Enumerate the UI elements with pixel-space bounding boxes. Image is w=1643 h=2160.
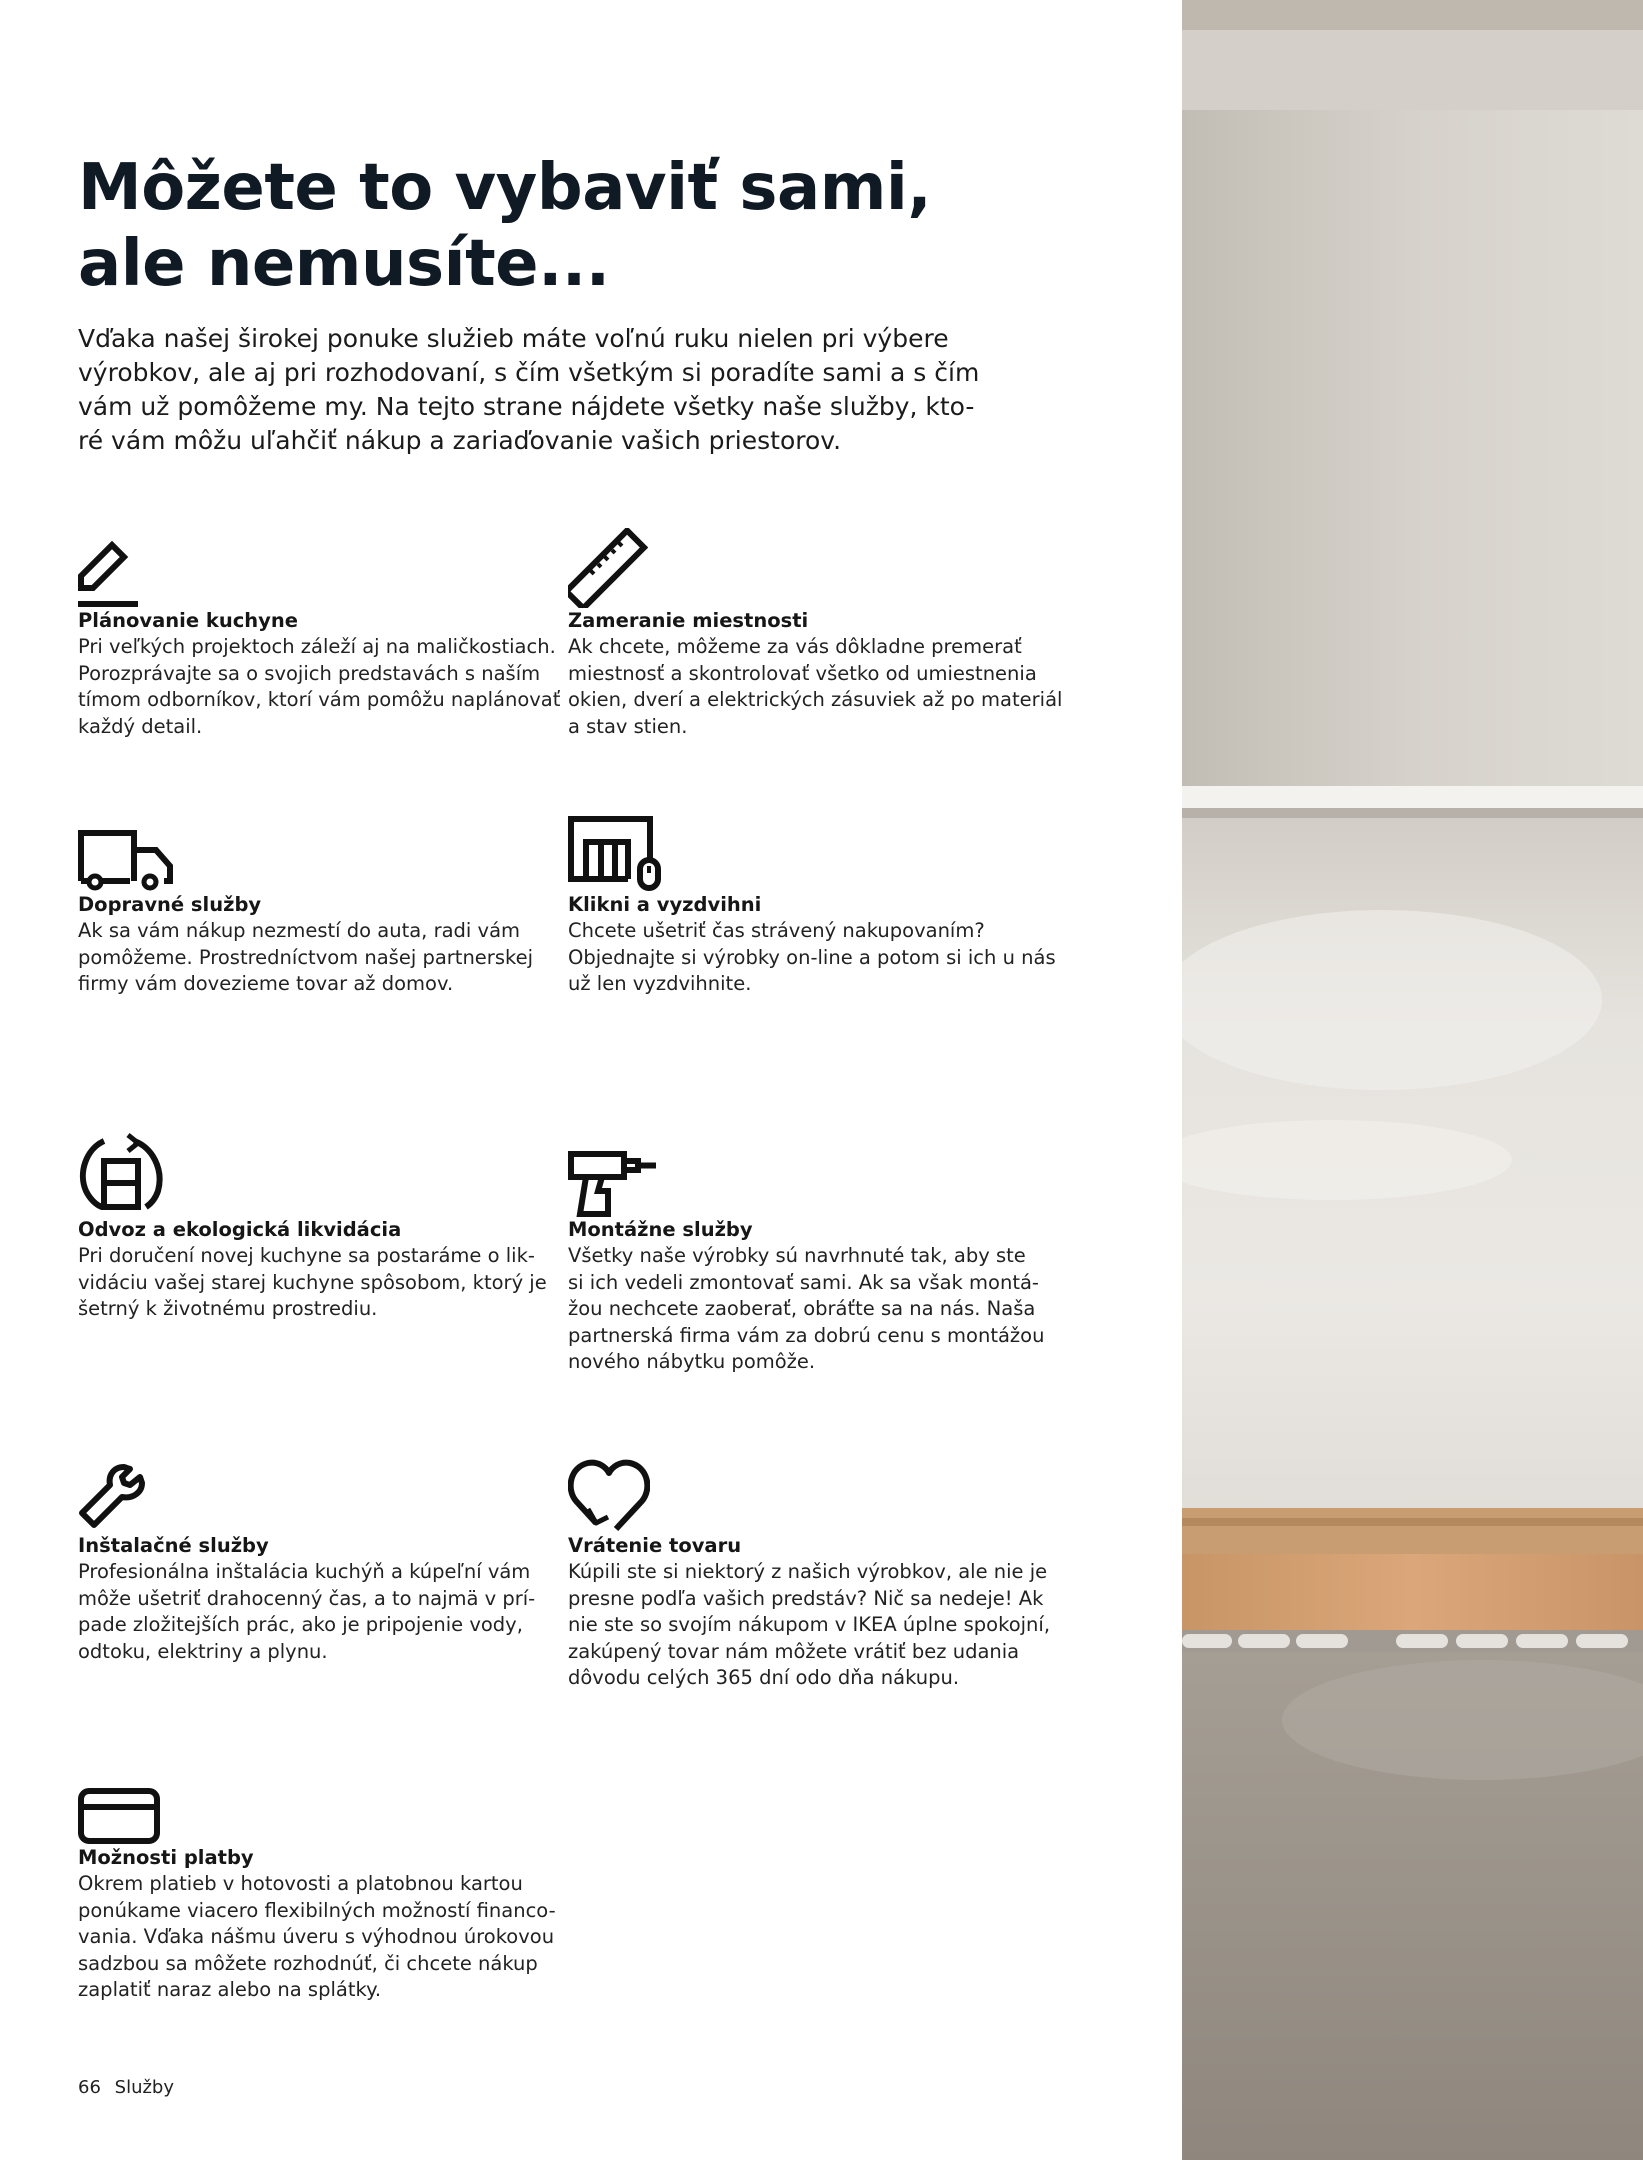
service-delivery [78,808,548,998]
service-payment [78,1761,556,2004]
description-line: presne podľa vašich predstáv? Nič sa nedeje! Ak [568,1586,1044,1610]
heart-return-icon [568,1449,1038,1533]
service-title: Vrátenie tovaru [568,1534,742,1557]
description-line: môže ušetriť drahocenný čas, a to najmä v prí- [78,1586,536,1610]
service-description [568,1243,1045,1376]
intro-line: výrobkov, ale aj pri rozhodovaní, s čím všetkým si poradíte sami a s čím [78,358,980,387]
description-line: Porozprávajte sa o svojich predstavách s naším [78,661,541,685]
description-line: okien, dverí a elektrických zásuviek až po materiál [568,688,1063,712]
description-line: ponúkame viacero flexibilných možností financo- [78,1898,556,1922]
description-line: Ak chcete, môžeme za vás dôkladne premerať [568,635,1022,658]
description-line: firmy vám dovezieme tovar až domov. [78,972,454,996]
description-line: žou nechcete zaoberať, obráťte sa na nás. Naša [568,1297,1036,1321]
service-description [78,1871,556,2004]
description-line: Kúpili ste si niektorý z našich výrobkov, ale nie je [568,1560,1048,1583]
service-title: Plánovanie kuchyne [78,609,298,632]
description-line: každý detail. [78,714,203,738]
section-name: Služby [114,2077,175,2098]
description-line: Okrem platieb v hotovosti a platobnou kartou [78,1872,523,1895]
description-line: už len vyzdvihnite. [568,972,752,996]
page-headline [78,150,1078,302]
kitchen-photo [1182,0,1643,2160]
description-line: vania. Vďaka nášmu úveru s výhodnou úrokovou [78,1925,555,1949]
truck-icon [78,808,548,892]
service-installation [78,1449,548,1665]
description-line: zaplatiť naraz alebo na splátky. [78,1978,382,2002]
description-line: Všetky naše výrobky sú navrhnuté tak, aby ste [568,1244,1026,1267]
description-line: Profesionálna inštalácia kuchýň a kúpeľní vám [78,1560,531,1583]
description-line: nového nábytku pomôže. [568,1350,816,1374]
intro-line: Vďaka našej širokej ponuke služieb máte voľnú ruku nielen pri výbere [78,324,949,353]
service-description [78,1243,548,1323]
service-kitchen-planning [78,524,561,740]
service-title: Dopravné služby [78,893,262,916]
service-description [78,1559,548,1665]
description-line: dôvodu celých 365 dní odo dňa nákupu. [568,1666,960,1690]
page-footer [78,2077,182,2098]
service-click-collect [568,808,1056,998]
service-title: Možnosti platby [78,1846,254,1869]
headline-line: ale nemusíte... [78,227,610,301]
description-line: partnerská firma vám za dobrú cenu s montážou [568,1323,1045,1347]
ruler-icon [568,524,1038,608]
intro-line: vám už pomôžeme my. Na tejto strane nájdete všetky naše služby, kto- [78,392,975,421]
description-line: nie ste so svojím nákupom v IKEA úplne spokojní, [568,1613,1051,1637]
description-line: pade zložitejších prác, ako je pripojenie vody, [78,1613,523,1637]
description-line: Chcete ušetriť čas strávený nakupovaním? [568,919,985,942]
service-room-measuring [568,524,1063,740]
drill-icon [568,1133,1038,1217]
intro-paragraph [78,322,980,458]
description-line: odtoku, elektriny a plynu. [78,1639,328,1663]
description-line: tímom odborníkov, ktorí vám pomôžu naplánovať [78,688,561,712]
service-assembly [568,1133,1045,1376]
credit-card-icon [78,1761,548,1845]
description-line: Ak sa vám nákup nezmestí do auta, radi vám [78,919,521,942]
description-line: pomôžeme. Prostredníctvom našej partnerskej [78,945,533,969]
service-description [78,918,548,998]
intro-line: ré vám môžu uľahčiť nákup a zariaďovanie vašich priestorov. [78,426,842,455]
description-line: sadzbou sa môžete rozhodnúť, či chcete nákup [78,1951,538,1975]
service-title: Odvoz a ekologická likvidácia [78,1218,402,1241]
wrench-icon [78,1449,548,1533]
description-line: miestnosť a skontrolovať všetko od umiestnenia [568,661,1037,685]
description-line: a stav stien. [568,714,688,738]
service-description [568,634,1063,740]
page-number: 66 [78,2077,101,2098]
service-title: Zameranie miestnosti [568,609,809,632]
recycle-furniture-icon [78,1133,548,1217]
description-line: Pri doručení novej kuchyne sa postaráme o lik- [78,1244,535,1267]
description-line: si ich vedeli zmontovať sami. Ak sa však montá- [568,1270,1039,1294]
service-title: Klikni a vyzdvihni [568,893,762,916]
headline-line: Môžete to vybaviť sami, [78,151,932,225]
service-disposal [78,1133,548,1323]
service-returns [568,1449,1051,1692]
click-collect-icon [568,808,1038,892]
description-line: šetrný k životnému prostrediu. [78,1297,378,1321]
description-line: vidáciu vašej starej kuchyne spôsobom, ktorý je [78,1270,547,1294]
description-line: Pri veľkých projektoch záleží aj na maličkostiach. [78,635,556,658]
description-line: zakúpený tovar nám môžete vrátiť bez udania [568,1639,1020,1663]
pencil-icon [78,524,548,608]
description-line: Objednajte si výrobky on-line a potom si ich u nás [568,945,1056,969]
service-title: Inštalačné služby [78,1534,269,1557]
service-description [78,634,561,740]
service-title: Montážne služby [568,1218,753,1241]
service-description [568,1559,1051,1692]
service-description [568,918,1056,998]
